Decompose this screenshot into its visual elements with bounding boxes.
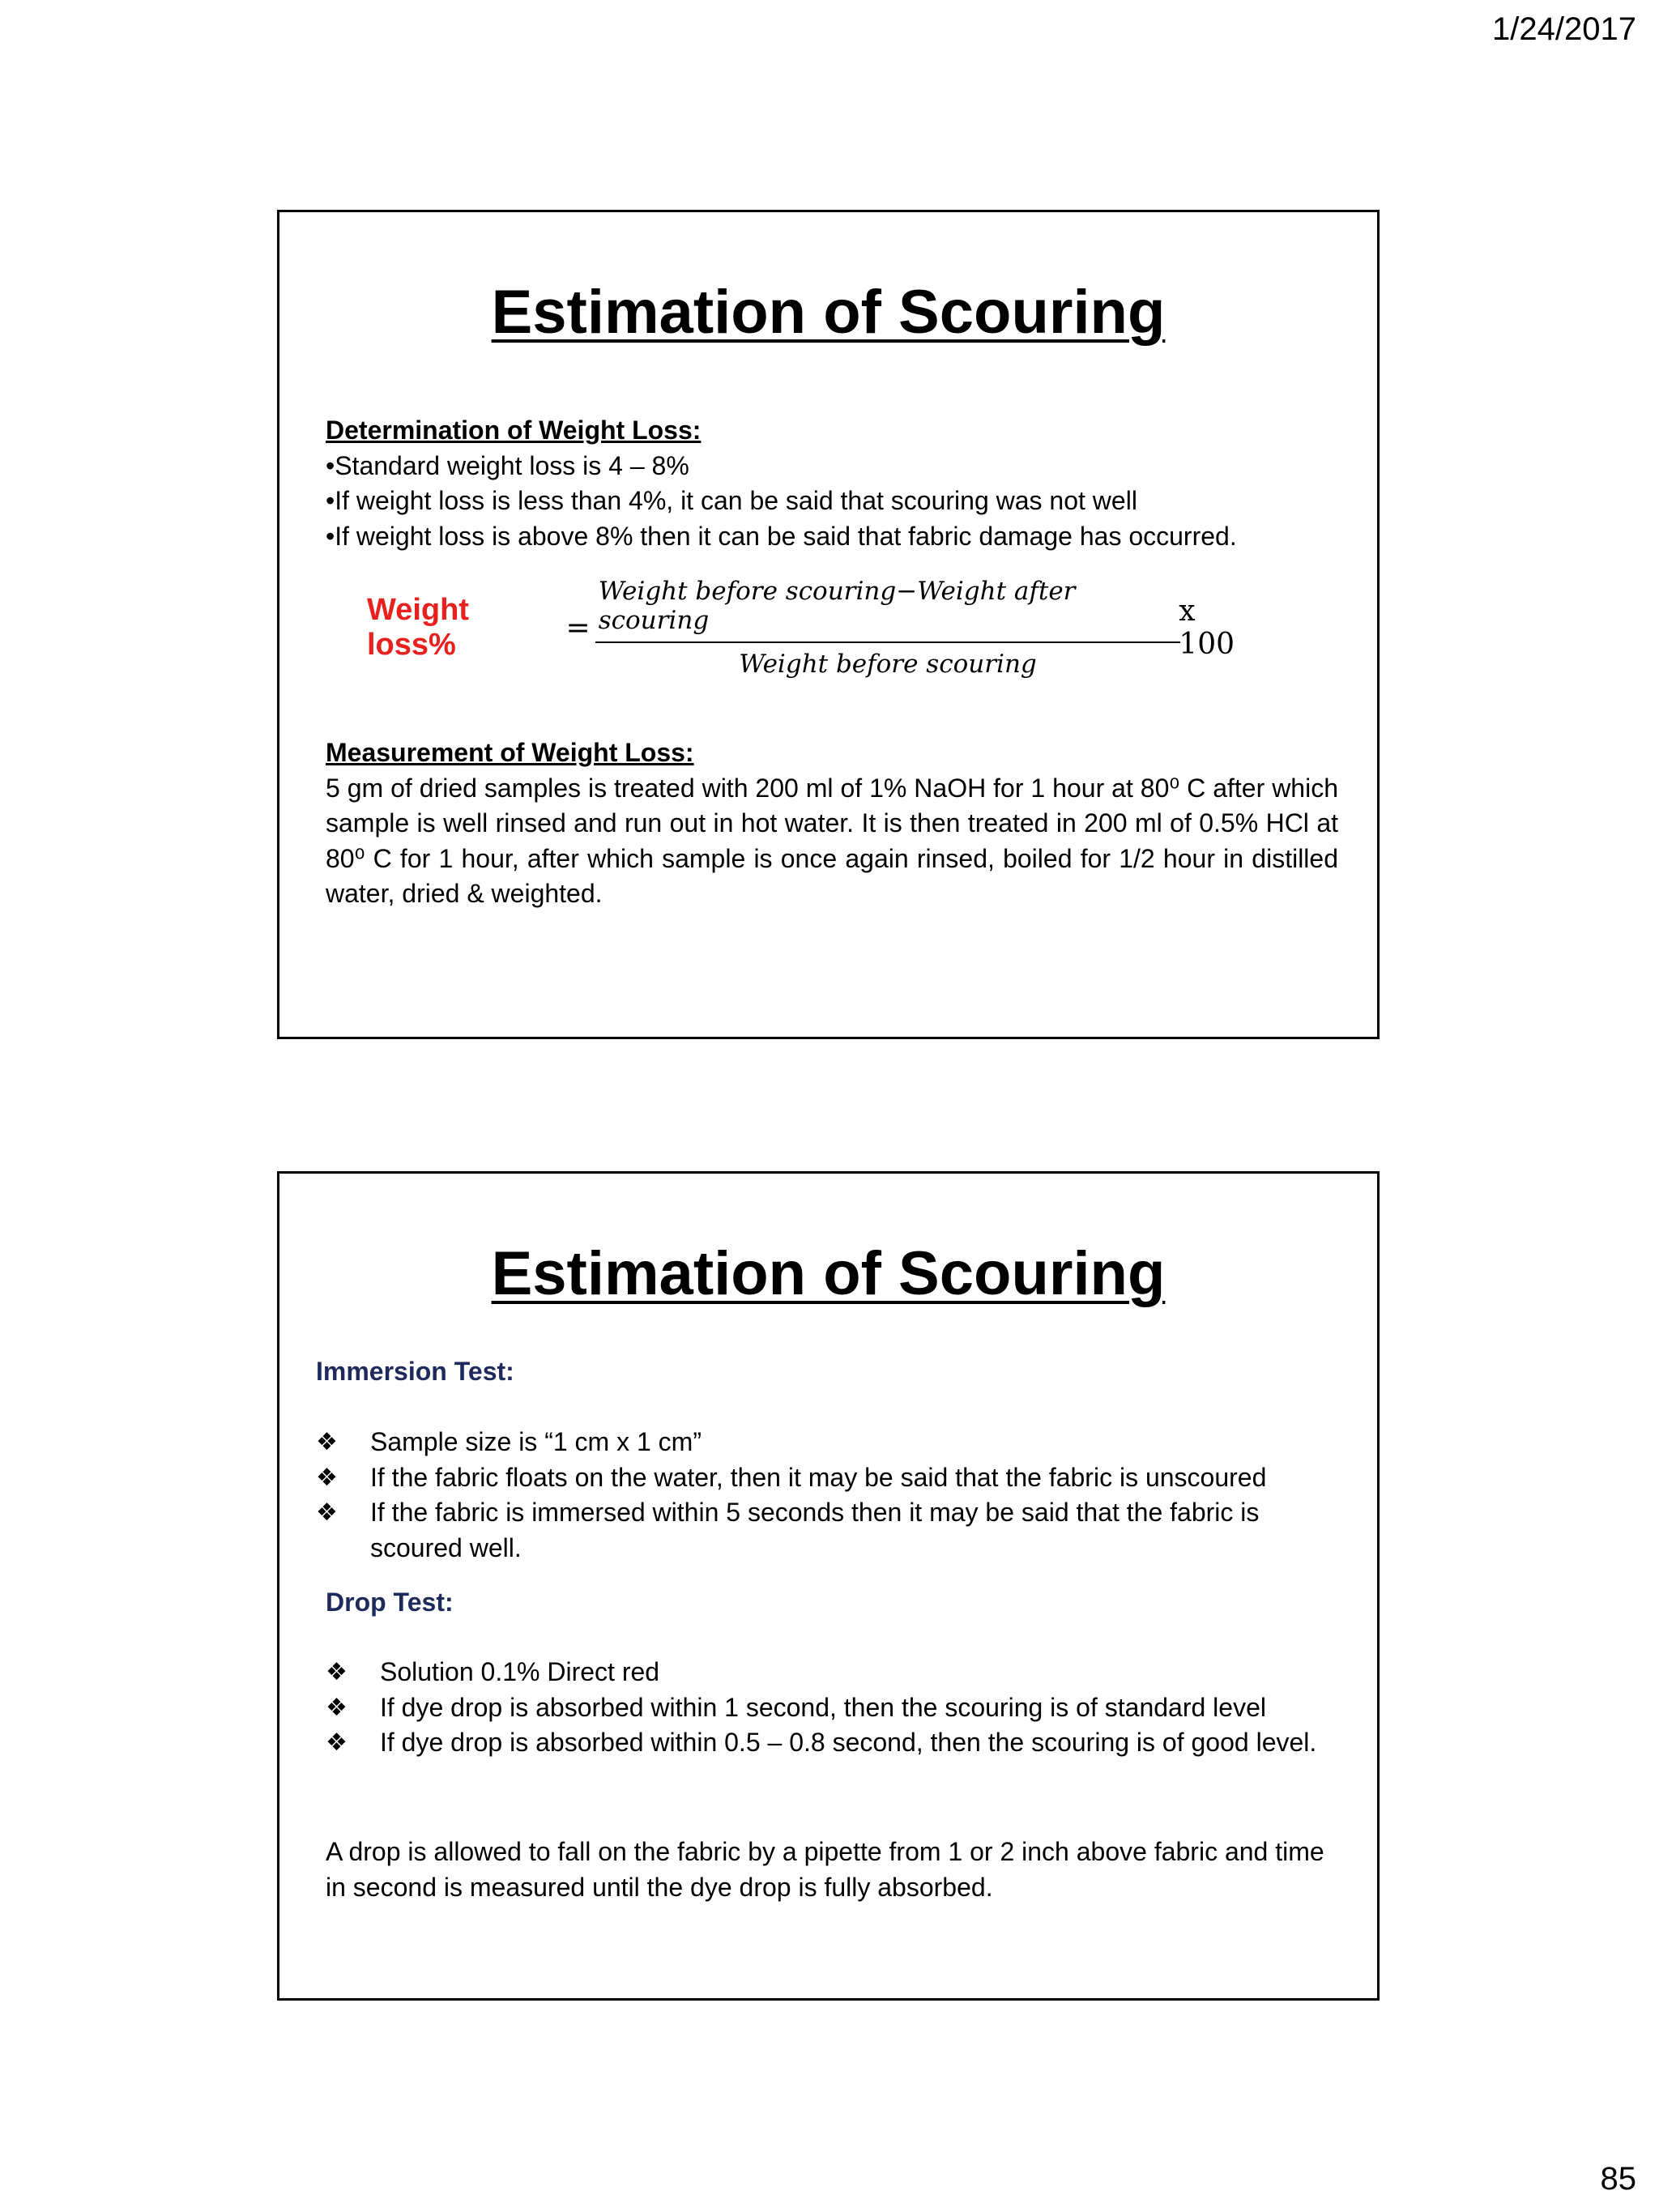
weight-loss-measurement — [326, 735, 1338, 912]
slide-title: Estimation of Scouring — [491, 1239, 1166, 1308]
drop-test-list — [326, 1655, 1338, 1761]
list-item-text: If dye drop is absorbed within 1 second, then the scouring is of standard level — [380, 1692, 1266, 1722]
diamond-bullet-icon: ❖ — [326, 1694, 348, 1721]
list-item-text: If the fabric is immersed within 5 seconds then it may be said that the fabric is scoured well. — [370, 1498, 1260, 1562]
formula-multiplier: x 100 — [1179, 595, 1235, 661]
list-item-text: Sample size is “1 cm x 1 cm” — [370, 1427, 702, 1456]
immersion-test-heading: Immersion Test: — [316, 1357, 514, 1386]
formula-denominator: Weight before scouring — [739, 650, 1037, 679]
immersion-test-list — [316, 1425, 1328, 1566]
list-item — [326, 1690, 1338, 1726]
list-item-text: If dye drop is absorbed within 0.5 – 0.8 second, then the scouring is of good level. — [380, 1728, 1317, 1757]
slide-title: Estimation of Scouring — [491, 278, 1166, 347]
list-item-text: If the fabric floats on the water, then it may be said that the fabric is unscoured — [370, 1462, 1267, 1492]
weight-loss-formula — [367, 577, 1258, 679]
formula-numerator: Weight before scouring−Weight after scouring — [598, 577, 1076, 635]
diamond-bullet-icon: ❖ — [326, 1729, 348, 1756]
formula-lhs: Weight loss% — [367, 593, 469, 662]
bullet-item: •Standard weight loss is 4 – 8% — [326, 450, 689, 480]
list-item — [326, 1725, 1338, 1761]
list-item — [326, 1655, 1338, 1690]
diamond-bullet-icon: ❖ — [316, 1499, 338, 1526]
slide-1 — [277, 210, 1380, 1039]
diamond-bullet-icon: ❖ — [326, 1659, 348, 1686]
drop-test-procedure: A drop is allowed to fall on the fabric by a pipette from 1 or 2 inch above fabric and time in second is measured until the dye drop is fully absorbed. — [326, 1837, 1324, 1902]
list-item-text: Solution 0.1% Direct red — [380, 1657, 660, 1686]
weight-loss-determination — [326, 413, 1330, 554]
slide-2 — [277, 1171, 1380, 2001]
bullet-item: •If weight loss is less than 4%, it can be said that scouring was not well — [326, 486, 1137, 515]
list-item — [316, 1425, 1328, 1460]
diamond-bullet-icon: ❖ — [316, 1429, 338, 1455]
diamond-bullet-icon: ❖ — [316, 1464, 338, 1491]
measurement-paragraph: 5 gm of dried samples is treated with 200 ml of 1% NaOH for 1 hour at 80⁰ C after which sample is well rinsed and run out in hot water. It is then treated in 200 ml of 0.5% HCl at 80⁰ C for 1 hour, after which sample is once again rinsed, boiled for 1/2 hour in distilled water, dried & weighted. — [326, 773, 1338, 908]
drop-test-heading: Drop Test: — [326, 1588, 454, 1617]
section-heading: Measurement of Weight Loss: — [326, 738, 694, 767]
page-date: 1/24/2017 — [1492, 11, 1636, 47]
list-item — [316, 1495, 1328, 1566]
formula-equals: = — [565, 611, 591, 645]
list-item — [316, 1460, 1328, 1496]
formula-fraction — [595, 577, 1181, 679]
section-heading: Determination of Weight Loss: — [326, 416, 702, 445]
fraction-bar — [595, 641, 1181, 643]
page-number: 85 — [1600, 2161, 1636, 2197]
bullet-item: •If weight loss is above 8% then it can be said that fabric damage has occurred. — [326, 521, 1237, 551]
